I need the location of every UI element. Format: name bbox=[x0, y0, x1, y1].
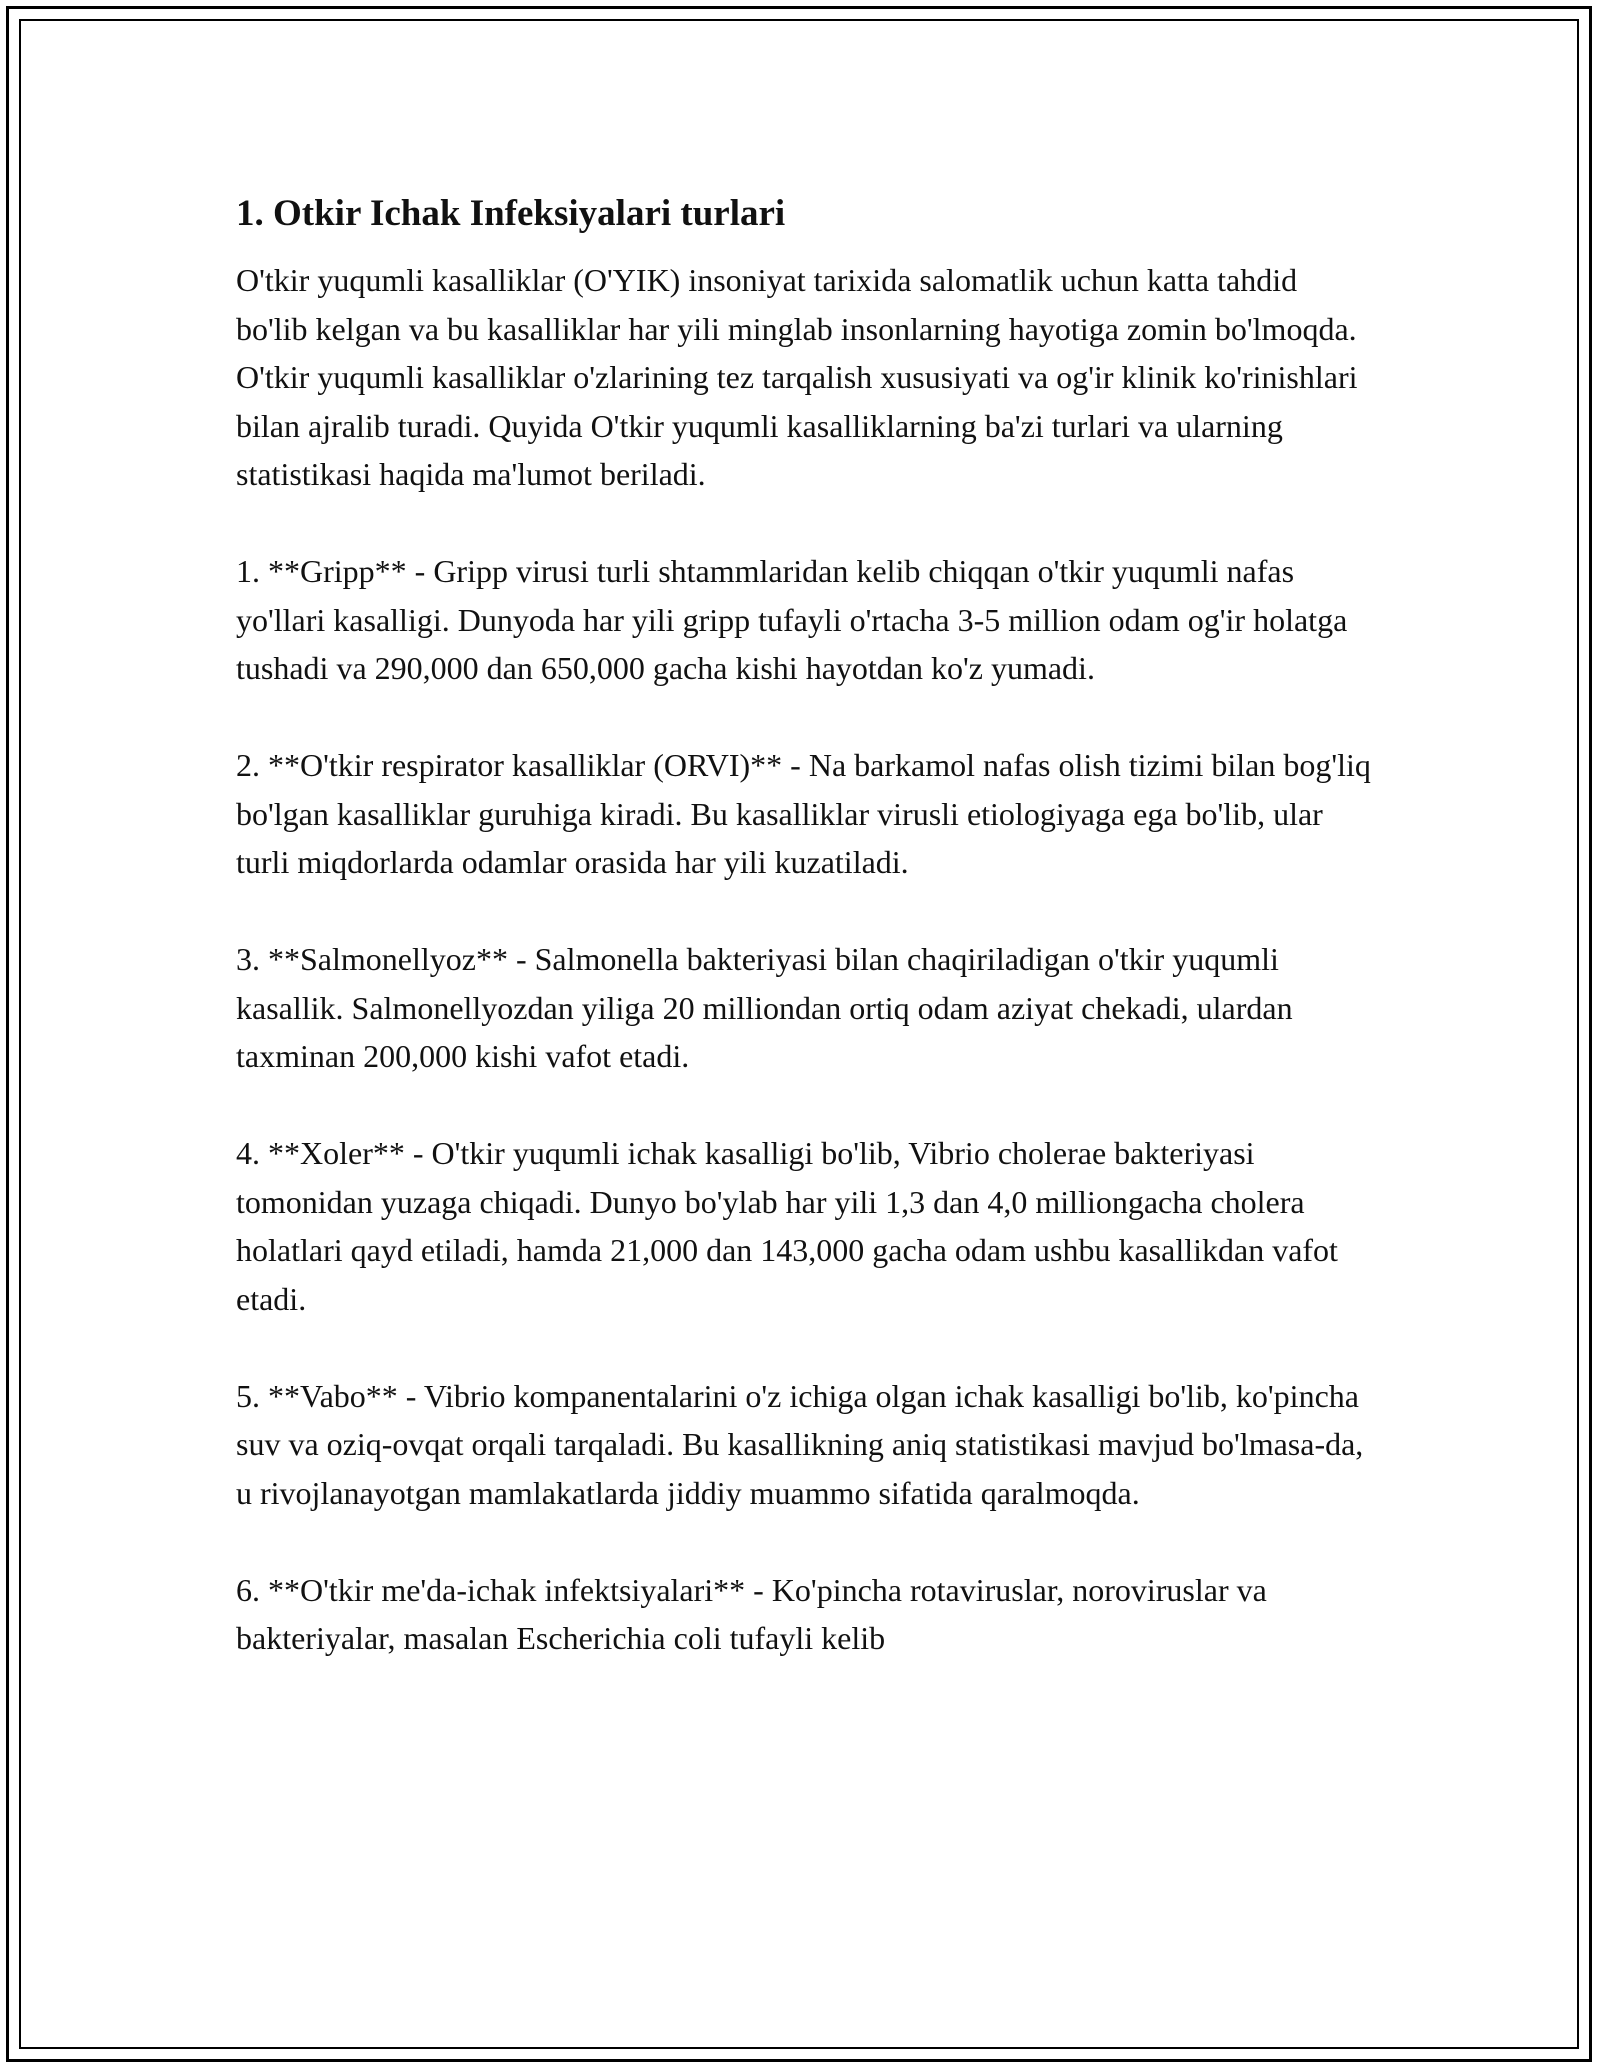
list-item-gripp: 1. **Gripp** - Gripp virusi turli shtammlaridan kelib chiqqan o'tkir yuqumli nafas yo'llari kasalligi. Dunyoda har yili gripp tufayli o'rtacha 3-5 million odam og'ir holatga tushadi va 290,000 dan 650,000 gacha kishi hayotdan ko'z yumadi. bbox=[236, 553, 1348, 686]
list-item-orvi: 2. **O'tkir respirator kasalliklar (ORVI)** - Na barkamol nafas olish tizimi bilan bog'liq bo'lgan kasalliklar guruhiga kiradi. Bu kasalliklar virusli etiologiyaga ega bo'lib, ular turli miqdorlarda odamlar orasida har yili kuzatiladi. bbox=[236, 747, 1371, 880]
list-item-vabo: 5. **Vabo** - Vibrio kompanentalarini o'z ichiga olgan ichak kasalligi bo'lib, ko'pincha suv va oziq-ovqat orqali tarqaladi. Bu kasallikning aniq statistikasi mavjud bo'lmasa-da, u rivojlanayotgan mamlakatlarda jiddiy muammo sifatida qaralmoqda. bbox=[236, 1377, 1364, 1511]
list-item-meda-ichak: 6. **O'tkir me'da-ichak infektsiyalari** - Ko'pincha rotaviruslar, noroviruslar va bakteriyalar, masalan Escherichia coli tufayli kelib bbox=[236, 1571, 1267, 1656]
document-body bbox=[236, 188, 1376, 1711]
document-title: 1. Otkir Ichak Infeksiyalari turlari bbox=[236, 193, 786, 234]
list-item-salmonellyoz: 3. **Salmonellyoz** - Salmonella bakteriyasi bilan chaqiriladigan o'tkir yuqumli kasallik. Salmonellyozdan yiliga 20 milliondan ortiq odam aziyat chekadi, ulardan taxminan 200,000 kishi vafot etadi. bbox=[236, 941, 1293, 1074]
intro-paragraph: O'tkir yuqumli kasalliklar (O'YIK) insoniyat tarixida salomatlik uchun katta tahdid bo'lib kelgan va bu kasalliklar har yili minglab insonlarning hayotiga zomin bo'lmoqda. O'tkir yuqumli kasalliklar o'zlarining tez tarqalish xususiyati va og'ir klinik ko'rinishlari bilan ajralib turadi. Quyida O'tkir yuqumli kasalliklarning ba'zi turlari va ularning statistikasi haqida ma'lumot beriladi. bbox=[236, 262, 1358, 492]
list-item-xoler: 4. **Xoler** - O'tkir yuqumli ichak kasalligi bo'lib, Vibrio cholerae bakteriyasi tomonidan yuzaga chiqadi. Dunyo bo'ylab har yili 1,3 dan 4,0 milliongacha cholera holatlari qayd etiladi, hamda 21,000 dan 143,000 gacha odam ushbu kasallikdan vafot etadi. bbox=[236, 1135, 1338, 1317]
